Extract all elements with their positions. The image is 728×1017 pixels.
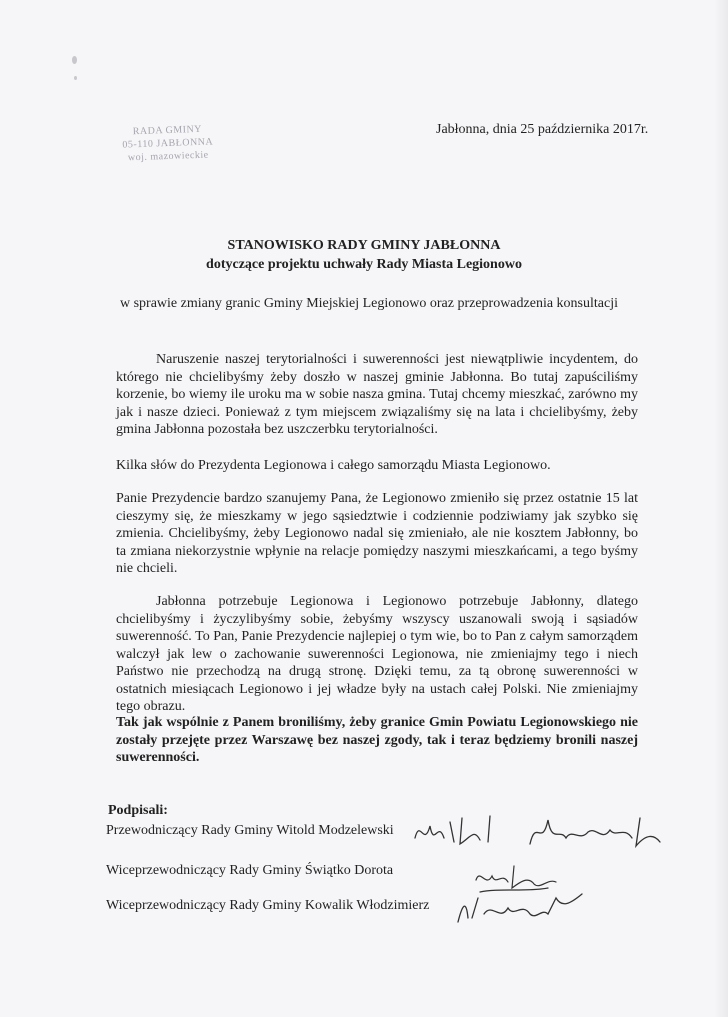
stamp-line: RADA GMINY (132, 123, 203, 138)
signer-1: Przewodniczący Rady Gminy Witold Modzelewski (106, 823, 394, 838)
document-subject: w sprawie zmiany granic Gminy Miejskiej Legionowo oraz przeprowadzenia konsultacji (119, 296, 618, 311)
paragraph-4: Jabłonna potrzebuje Legionowa i Legionowo potrzebuje Jabłonny, dlatego chcielibyśmy i życzylibyśmy sobie, żebyśmy wszyscy uszanowali swoją i sąsiadów suwerenność. To Pan, Panie Prezydencie najlepiej o tym wie, bo to Pan z całym samorządem walczył jak lew o zachowanie suwerenności Legionowa, nie zmieniajmy tego i niech Państwo nie przechodzą na drugą stronę. Dzięki temu, za tą obronę suwerenności w ostatnich miesiącach Legionowo i jej władze były na ustach całej Polski. Nie zmieniajmy tego obrazu. (116, 594, 638, 714)
scan-edge-shadow (714, 0, 728, 1017)
signer-3: Wiceprzewodniczący Rady Gminy Kowalik Włodzimierz (106, 898, 430, 913)
stamp-line: woj. mazowieckie (127, 149, 209, 164)
paragraph-3: Panie Prezydencie bardzo szanujemy Pana, że Legionowo zmieniło się przez ostatnie 15 lat cieszymy się, że mieszkamy w jego sąsiedztwie i codziennie podziwiamy jak szybko się zmienia. Chcielibyśmy, żeby Legionowo nadal się zmieniało, ale nie kosztem Jabłonny, bo ta zmiana niekorzystnie wpłynie na relacje pomiędzy naszymi mieszkańcami, a tego byśmy nie chcieli. (116, 491, 638, 576)
handwritten-signature-3 (452, 888, 592, 930)
document-subtitle: dotyczące projektu uchwały Rady Miasta Legionowo (206, 257, 522, 272)
paragraph-5: Tak jak wspólnie z Panem broniliśmy, żeby granice Gmin Powiatu Legionowskiego nie zostały przejęte przez Warszawę bez naszej zgody, tak i teraz będziemy bronili naszej suwerenności. (116, 715, 638, 765)
scan-speck (72, 56, 77, 64)
stamp-line: 05-110 JABŁONNA (122, 136, 214, 151)
official-stamp (99, 122, 237, 177)
scan-speck (74, 76, 77, 80)
paragraph-2: Kilka słów do Prezydenta Legionowa i całego samorządu Miasta Legionowo. (116, 458, 551, 473)
handwritten-signature-1 (410, 808, 680, 858)
document-title: STANOWISKO RADY GMINY JABŁONNA (227, 238, 501, 253)
signatures-heading: Podpisali: (108, 803, 168, 818)
place-and-date: Jabłonna, dnia 25 października 2017r. (436, 122, 649, 137)
signer-2: Wiceprzewodniczący Rady Gminy Świątko Dorota (106, 863, 394, 878)
paragraph-1: Naruszenie naszej terytorialności i suwerenności jest niewątpliwie incydentem, do którego nie chcielibyśmy żeby doszło w naszej gminie Jabłonna. Bo tutaj zapuściliśmy korzenie, bo wiemy ile uroku ma w sobie nasza gmina. Tutaj chcemy mieszkać, zarówno my jak i nasze dzieci. Ponieważ z tym miejscem związaliśmy się na lata i chcielibyśmy, żeby gmina Jabłonna pozostała bez uszczerbku terytorialności. (116, 352, 638, 437)
